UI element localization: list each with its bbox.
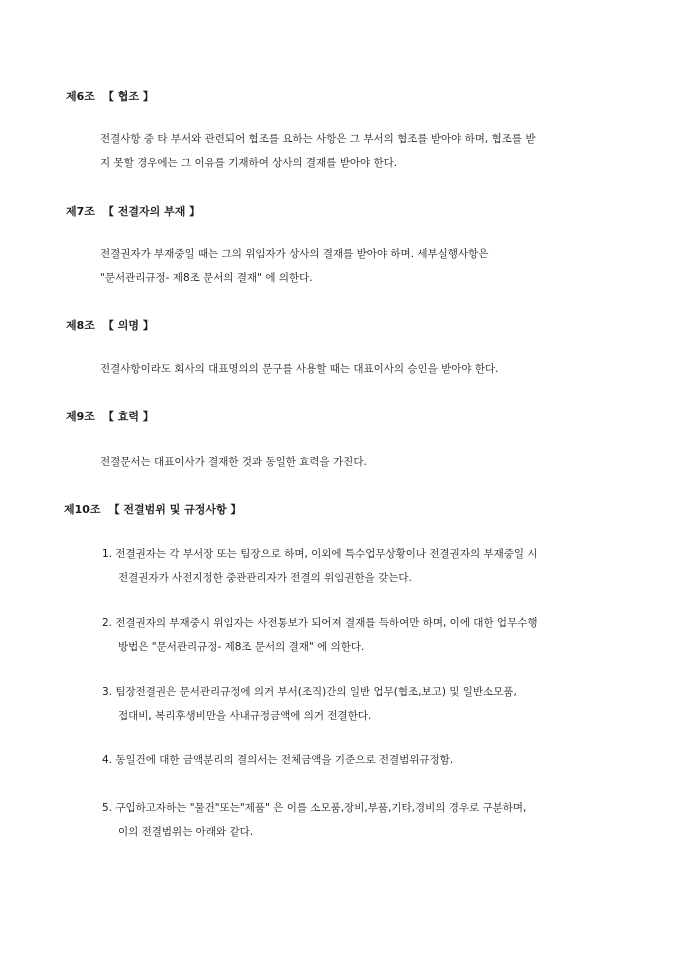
item-line: 접대비, 복리후생비만을 사내규정금액에 의거 전결한다. xyxy=(118,710,372,722)
item-line: 1. 전결권자는 각 부서장 또는 팀장으로 하며, 이외에 특수업무상황이나 전결권자의 부재중일 시 xyxy=(102,548,538,560)
item-line: 4. 동일건에 대한 금액분리의 결의서는 전체금액을 기준으로 전결범위규정함. xyxy=(102,754,454,766)
body-line: 전결사항이라도 회사의 대표명의의 문구를 사용할 때는 대표이사의 승인을 받아야 한다. xyxy=(100,363,499,375)
article-title: 【 효력 】 xyxy=(102,410,154,423)
article-number: 제8조 xyxy=(66,319,95,332)
article-number: 제7조 xyxy=(66,205,95,218)
article-number: 제6조 xyxy=(66,90,95,103)
list-item xyxy=(102,796,622,844)
list-item xyxy=(102,748,622,772)
article-9-heading xyxy=(66,408,154,424)
article-title: 【 전결자의 부재 】 xyxy=(102,205,201,218)
item-line: 3. 팀장전결권은 문서관리규정에 의거 부서(조직)간의 일반 업무(협조,보고) 및 일반소모품, xyxy=(102,686,517,698)
article-6-body xyxy=(100,127,620,175)
body-line: 전결문서는 대표이사가 결재한 것과 동일한 효력을 가진다. xyxy=(100,456,367,468)
item-line: 이의 전결범위는 아래와 같다. xyxy=(118,826,254,838)
body-line: 지 못할 경우에는 그 이유를 기재하여 상사의 결재를 받아야 한다. xyxy=(100,157,398,169)
item-line: 5. 구입하고자하는 "물건"또는"제품" 은 이를 소모품,장비,부품,기타,경비의 경우로 구분하며, xyxy=(102,802,527,814)
article-number: 제9조 xyxy=(66,410,95,423)
article-7-heading xyxy=(66,203,200,219)
list-item xyxy=(102,542,622,590)
body-line: 전결사항 중 타 부서와 관련되어 협조를 요하는 사항은 그 부서의 협조를 받아야 하며, 협조를 받 xyxy=(100,133,536,145)
article-8-body xyxy=(100,357,620,381)
body-line: "문서관리규정- 제8조 문서의 결재" 에 의한다. xyxy=(100,272,313,284)
item-line: 2. 전결권자의 부재중시 위임자는 사전통보가 되어져 결재를 득하여만 하며, 이에 대한 업무수행 xyxy=(102,617,538,629)
article-9-body xyxy=(100,450,620,474)
article-6-heading xyxy=(66,88,154,104)
article-number: 제10조 xyxy=(64,503,101,516)
article-title: 【 전결범위 및 규정사항 】 xyxy=(108,503,242,516)
item-line: 방법은 "문서관리규정- 제8조 문서의 결재" 에 의한다. xyxy=(118,641,365,653)
article-8-heading xyxy=(66,317,154,333)
article-10-heading xyxy=(64,501,242,517)
body-line: 전결권자가 부재중일 때는 그의 위임자가 상사의 결재를 받아야 하며. 세부실행사항은 xyxy=(100,248,489,260)
item-line: 전결권자가 사전지정한 중관관리자가 전결의 위임권한을 갖는다. xyxy=(118,572,412,584)
article-title: 【 의명 】 xyxy=(102,319,154,332)
list-item xyxy=(102,611,622,659)
article-7-body xyxy=(100,242,620,290)
article-title: 【 협조 】 xyxy=(102,90,154,103)
list-item xyxy=(102,680,622,728)
